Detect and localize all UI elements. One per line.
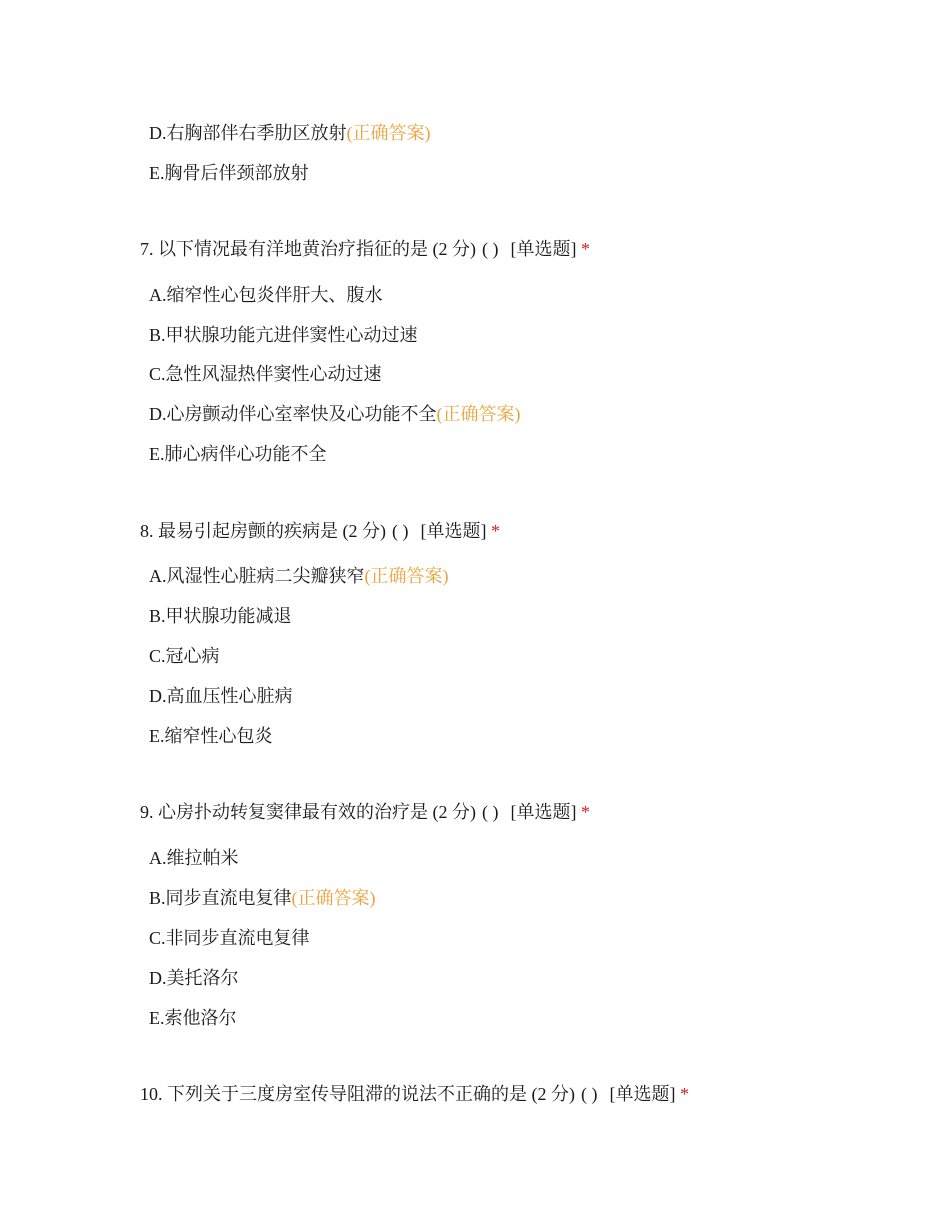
correct-answer-mark: (正确答案)	[346, 123, 431, 143]
option-text: D.右胸部伴右季肋区放射	[149, 123, 347, 143]
answer-blank: ( )	[482, 239, 499, 259]
option-text: C.非同步直流电复律	[149, 928, 310, 948]
question-7-title	[140, 238, 590, 260]
option-text: C.急性风湿热伴窦性心动过速	[149, 364, 382, 384]
question-type: [单选题]	[609, 1084, 676, 1104]
q7-option-c	[149, 363, 382, 385]
option-text: C.冠心病	[149, 646, 220, 666]
question-8-title	[140, 520, 500, 542]
q8-option-d	[149, 685, 293, 707]
correct-answer-mark: (正确答案)	[364, 566, 449, 586]
option-text: B.同步直流电复律	[149, 888, 292, 908]
q7-option-a	[149, 284, 383, 306]
required-asterisk: *	[581, 802, 590, 822]
question-type: [单选题]	[420, 521, 487, 541]
q7-option-b	[149, 324, 418, 346]
question-type: [单选题]	[510, 802, 577, 822]
option-d	[149, 122, 431, 144]
question-type: [单选题]	[510, 239, 577, 259]
correct-answer-mark: (正确答案)	[436, 404, 521, 424]
answer-blank: ( )	[392, 521, 409, 541]
question-10-title	[140, 1083, 689, 1105]
question-text: 9. 心房扑动转复窦律最有效的治疗是 (2 分)	[140, 802, 476, 822]
option-text: A.缩窄性心包炎伴肝大、腹水	[149, 285, 383, 305]
option-e	[149, 162, 309, 184]
q8-option-e	[149, 725, 273, 747]
option-text: A.维拉帕米	[149, 848, 239, 868]
q8-option-c	[149, 645, 220, 667]
option-text: D.美托洛尔	[149, 968, 239, 988]
option-text: E.胸骨后伴颈部放射	[149, 163, 309, 183]
q7-option-d	[149, 403, 521, 425]
answer-blank: ( )	[482, 802, 499, 822]
option-text: E.索他洛尔	[149, 1008, 237, 1028]
option-text: D.心房颤动伴心室率快及心功能不全	[149, 404, 437, 424]
option-text: B.甲状腺功能减退	[149, 606, 292, 626]
option-text: A.风湿性心脏病二尖瓣狭窄	[149, 566, 365, 586]
option-text: B.甲状腺功能亢进伴窦性心动过速	[149, 325, 418, 345]
q7-option-e	[149, 443, 327, 465]
option-text: D.高血压性心脏病	[149, 686, 293, 706]
q9-option-a	[149, 847, 239, 869]
question-text: 7. 以下情况最有洋地黄治疗指征的是 (2 分)	[140, 239, 476, 259]
question-text: 8. 最易引起房颤的疾病是 (2 分)	[140, 521, 386, 541]
required-asterisk: *	[680, 1084, 689, 1104]
question-9-title	[140, 801, 590, 823]
q8-option-a	[149, 565, 449, 587]
required-asterisk: *	[491, 521, 500, 541]
q9-option-b	[149, 887, 376, 909]
question-text: 10. 下列关于三度房室传导阻滞的说法不正确的是 (2 分)	[140, 1084, 575, 1104]
correct-answer-mark: (正确答案)	[291, 888, 376, 908]
q9-option-d	[149, 967, 239, 989]
option-text: E.缩窄性心包炎	[149, 726, 273, 746]
q9-option-e	[149, 1007, 237, 1029]
answer-blank: ( )	[581, 1084, 598, 1104]
q8-option-b	[149, 605, 292, 627]
q9-option-c	[149, 927, 310, 949]
required-asterisk: *	[581, 239, 590, 259]
option-text: E.肺心病伴心功能不全	[149, 444, 327, 464]
